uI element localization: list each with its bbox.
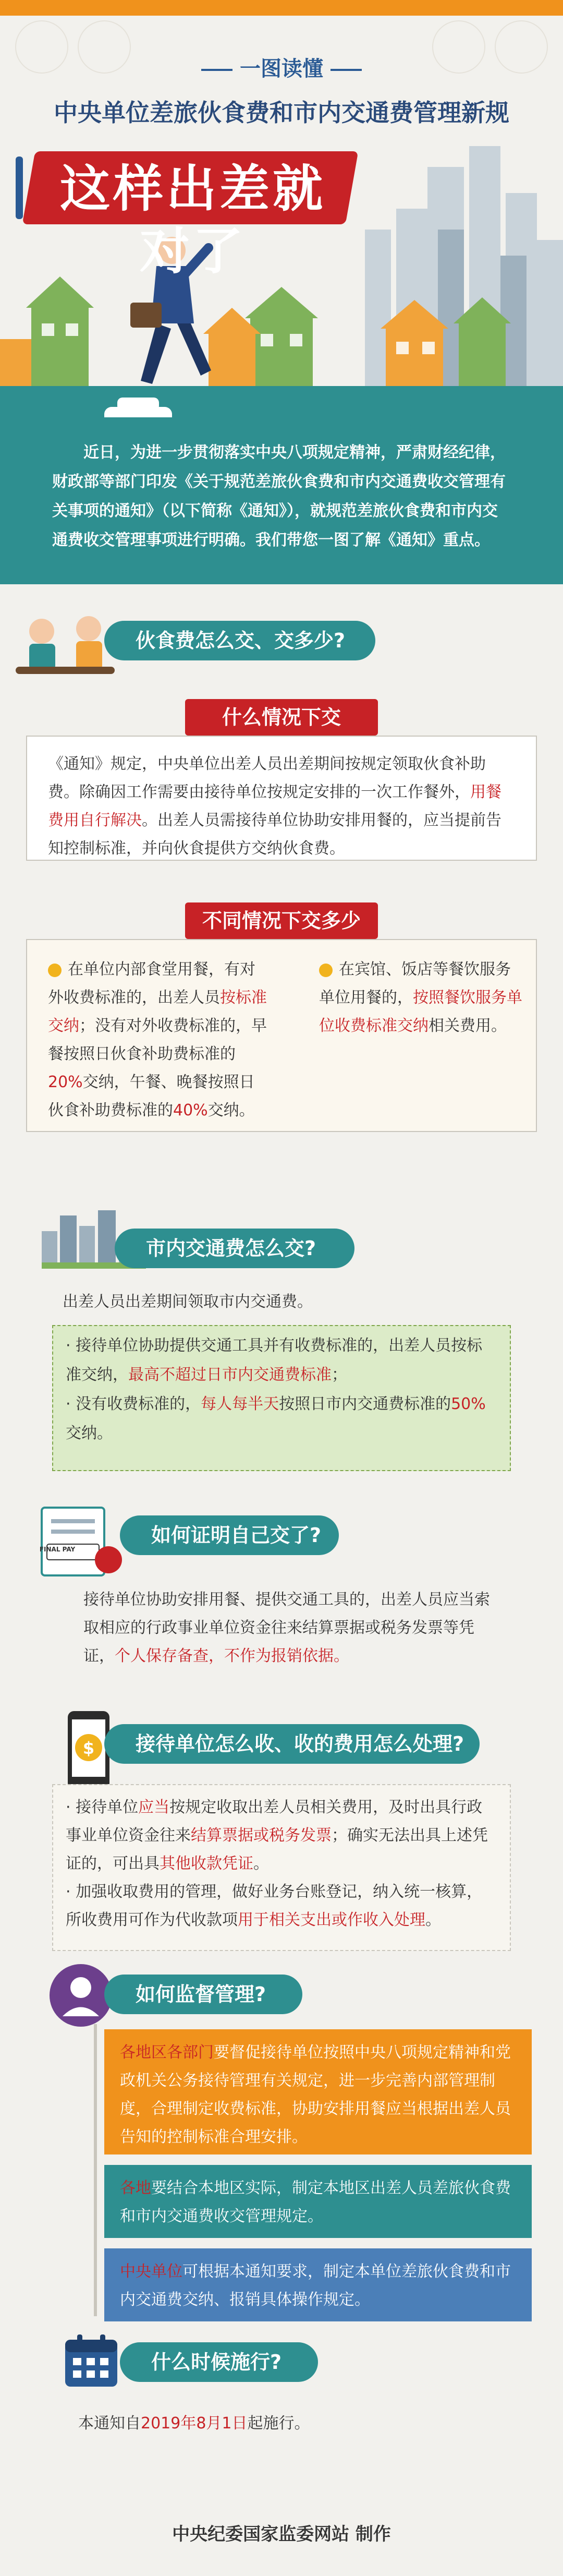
rule-box-when: [26, 736, 537, 861]
top-stripe: [0, 0, 563, 16]
section-title-meals: 伙食费怎么交、交多少?: [104, 621, 375, 660]
rule-when-text-a: 《通知》规定，中央单位出差人员出差期间按规定领取伙食补助费。除确因工作需要由接待单位按规定安排的一次工作餐外，: [48, 755, 486, 801]
footer-credit: 中央纪委国家监委网站 制作: [172, 2524, 391, 2545]
canteen-rule: 在单位内部食堂用餐，有对外收费标准的，出差人员按标准交纳；没有对外收费标准的，早餐按照日伙食补助费标准的20%交纳，午餐、晚餐按照日伙食补助费标准的40%交纳。: [48, 960, 267, 1120]
receiver-rule-2: · 加强收取费用的管理，做好业务台账登记，纳入统一核算，所收费用可作为代收款项用于相关支出或作收入处理。: [66, 1883, 483, 1929]
bullet-dot-icon: [319, 964, 333, 977]
hotel-rule: 在宾馆、饭店等餐饮服务单位用餐的，按照餐饮服务单位收费标准交纳相关费用。: [319, 960, 522, 1035]
header-kicker: 一图读懂: [0, 52, 563, 82]
receipt-card-label: FINAL PAY: [39, 1546, 76, 1553]
section-title-transport: 市内交通费怎么交?: [115, 1229, 354, 1268]
proof-text: 接待单位协助安排用餐、提供交通工具的，出差人员应当索取相应的行政事业单位资金往来结算票据或税务发票等凭证，个人保存备查，不作为报销依据。: [83, 1591, 490, 1665]
calendar-icon: [63, 2332, 120, 2389]
banner-text: 这样出差就对了: [60, 160, 326, 281]
receiver-rules-box: [52, 1784, 511, 1951]
section-title-effective: 什么时候施行?: [120, 2342, 318, 2382]
receipt-icon: [36, 1502, 125, 1581]
rule-when-highlight: 用餐费用自行解决: [48, 783, 501, 829]
rule-box-how-much: [26, 939, 537, 1132]
supervision-item-central: 中央单位可根据本通知要求，制定本单位差旅伙食费和市内交通费交纳、报销具体操作规定。: [104, 2248, 532, 2321]
transport-rules-box: [52, 1325, 511, 1471]
section-title-supervision: 如何监督管理?: [104, 1975, 302, 2014]
dining-people-icon: [10, 605, 120, 683]
transport-rule-1: · 接待单位协助提供交通工具并有收费标准的，出差人员按标准交纳，最高不超过日市内交通费标准；: [66, 1337, 483, 1384]
timeline-line: [94, 2024, 97, 2316]
bullet-dot-icon: [48, 964, 62, 977]
section-title-proof: 如何证明自己交了?: [120, 1515, 339, 1555]
supervision-item-departments: 各地区各部门要督促接待单位按照中央八项规定精神和党政机关公务接待管理有关规定，进一步完善内部管理制度，合理制定收费标准，协助安排用餐应当根据出差人员告知的控制标准合理安排。: [104, 2029, 532, 2154]
rule-when-text-c: 。出差人员需接待单位协助安排用餐的，应当提前告知控制标准，并向伙食提供方交纳伙食费。: [48, 811, 501, 858]
effective-date-text: 本通知自2019年8月1日起施行。: [78, 2414, 310, 2433]
transport-lead: 出差人员出差期间领取市内交通费。: [63, 1293, 313, 1311]
banner-deco-left: [16, 157, 23, 219]
section-title-receiver: 接待单位怎么收、收的费用怎么处理?: [104, 1724, 480, 1764]
intro-text: 近日，为进一步贯彻落实中央八项规定精神，严肃财经纪律，财政部等部门印发《关于规范差旅伙食费和市内交通费收交管理有关事项的通知》（以下简称《通知》），就规范差旅伙食费和市内交通费收交管理事项进行明确。我们带您一图了解《通知》重点。: [52, 443, 506, 549]
tab-when-pay: 什么情况下交: [185, 699, 378, 736]
tab-how-much: 不同情况下交多少: [185, 902, 378, 939]
transport-rule-2: · 没有收费标准的，每人每半天按照日市内交通费标准的50%交纳。: [66, 1395, 486, 1442]
svg-text:$: $: [82, 1738, 95, 1758]
page-title: 中央单位差旅伙食费和市内交通费管理新规: [54, 99, 509, 127]
receiver-rule-1: · 接待单位应当按规定收取出差人员相关费用，及时出具行政事业单位资金往来结算票据或税务发票；确实无法出具上述凭证的，可出具其他收款凭证。: [66, 1798, 488, 1873]
supervision-item-localities: 各地要结合本地区实际，制定本地区出差人员差旅伙食费和市内交通费收交管理规定。: [104, 2165, 532, 2238]
